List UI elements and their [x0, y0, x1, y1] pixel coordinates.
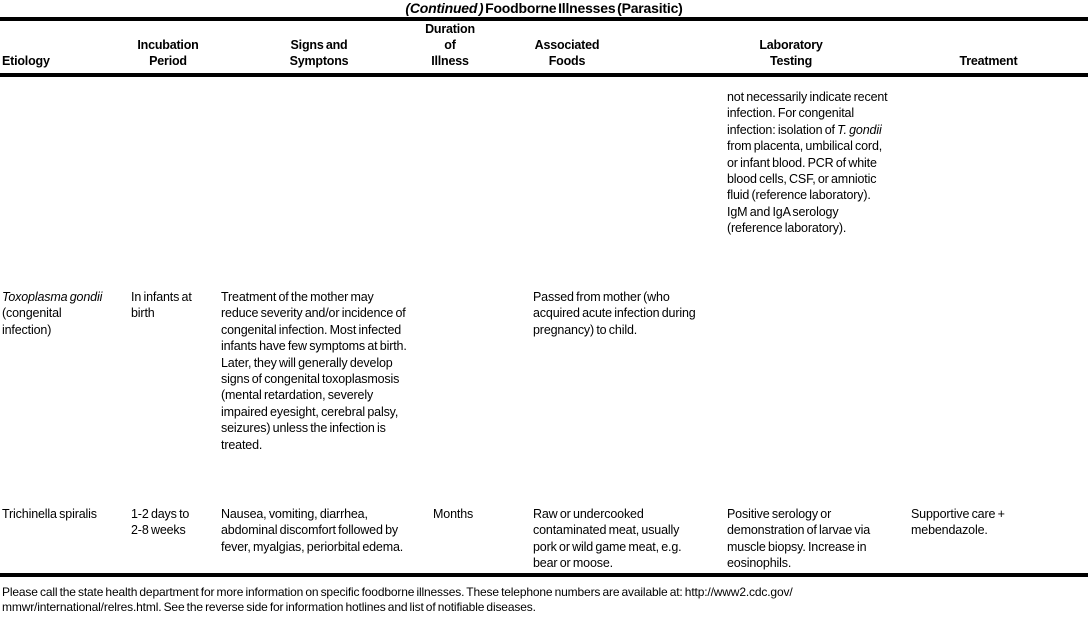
- cell-continuation-lab-testing: [719, 75, 903, 289]
- cell-continuation-treatment: [903, 75, 1088, 289]
- col-header-duration-line2: of Illness: [431, 38, 469, 68]
- footer-note-line2: mmwr/international/relres.html. See the reverse side for information hotlines and list of notifiable diseases.: [2, 600, 536, 614]
- cell-toxoplasma-incubation: In infants at birth: [131, 290, 192, 321]
- cell-continuation-etiology: [0, 75, 123, 289]
- cell-toxoplasma-signs: Treatment of the mother may reduce severity and/or incidence of congenital infection. Most infected infants have few symptoms at birth. Later, they will generally develop signs of congenital toxoplasmosis (mental retardation, severely impaired eyesight, cerebral palsy, seizures) unless the infection is treated.: [221, 290, 407, 452]
- table-row-trichinella-spiralis: [0, 506, 1088, 575]
- cell-continuation-incubation: [123, 75, 213, 289]
- table-row-toxoplasma-gondii: [0, 289, 1088, 506]
- col-header-signs-line2: Symptons: [289, 54, 349, 68]
- col-header-duration: [425, 19, 525, 75]
- col-header-incubation-period: [123, 19, 213, 75]
- col-header-duration-line1: Duration: [425, 22, 475, 36]
- col-header-signs-symptoms: [213, 19, 425, 75]
- cell-trichinella-etiology: Trichinella spiralis: [2, 507, 97, 521]
- cell-toxoplasma-etiology: [0, 289, 123, 506]
- lab-text-species-italic: T. gondii: [837, 122, 882, 137]
- cell-continuation-duration: [425, 75, 525, 289]
- cell-trichinella-incubation: 1-2 days to 2-8 weeks: [131, 507, 190, 538]
- cell-continuation-foods: [525, 75, 719, 289]
- etiology-qualifier: (congenital infection): [2, 306, 62, 337]
- cell-trichinella-duration: Months: [433, 507, 474, 521]
- page-title: [0, 0, 1088, 17]
- footer-note-line1: Please call the state health department for more information on specific foodborne illnesses. These telephone numbers are available at: http://www2.cdc.gov/: [2, 585, 793, 599]
- col-header-laboratory-testing: [719, 19, 903, 75]
- col-header-foods-line1: Associated: [534, 38, 600, 52]
- cell-toxoplasma-foods: Passed from mother (who acquired acute infection during pregnancy) to child.: [533, 290, 696, 337]
- col-header-lab-line1: Laboratory: [759, 38, 823, 52]
- col-header-incubation-line2: Period: [149, 54, 187, 68]
- cell-trichinella-treatment: Supportive care + mebendazole.: [911, 507, 1005, 538]
- col-header-treatment-line2: Treatment: [959, 54, 1018, 68]
- col-header-associated-foods: [525, 19, 719, 75]
- cell-trichinella-lab-testing: Positive serology or demonstration of larvae via muscle biopsy. Increase in eosinophils.: [727, 507, 871, 571]
- cell-continuation-signs: [213, 75, 425, 289]
- col-header-signs-line1: Signs and: [290, 38, 348, 52]
- lab-text-post: from placenta, umbilical cord, or infant blood. PCR of white blood cells, CSF, or amniotic fluid (reference laboratory). IgM and IgA serology (reference laboratory).: [727, 139, 883, 236]
- col-header-etiology-line2: Etiology: [2, 54, 50, 68]
- table-header-row: [0, 19, 1088, 75]
- col-header-treatment: [903, 19, 1088, 75]
- foodborne-illness-table: [0, 17, 1088, 577]
- title-main-label: Foodborne Illnesses (Parasitic): [483, 0, 683, 16]
- col-header-etiology: [0, 19, 123, 75]
- cell-toxoplasma-treatment: [903, 289, 1088, 506]
- col-header-lab-line2: Testing: [769, 54, 813, 68]
- cell-trichinella-foods: Raw or undercooked contaminated meat, usually pork or wild game meat, e.g. bear or moose.: [533, 507, 682, 571]
- col-header-foods-line2: Foods: [548, 54, 586, 68]
- footer-note: [0, 577, 1088, 615]
- etiology-species-italic: Toxoplasma gondii: [2, 290, 103, 304]
- title-continued-label: (Continued ): [405, 0, 484, 16]
- col-header-incubation-line1: Incubation: [137, 38, 199, 52]
- table-row-continuation: [0, 75, 1088, 289]
- cell-toxoplasma-lab-testing: [719, 289, 903, 506]
- cell-toxoplasma-duration: [425, 289, 525, 506]
- cell-trichinella-signs: Nausea, vomiting, diarrhea, abdominal discomfort followed by fever, myalgias, periorbital edema.: [221, 507, 404, 554]
- lab-text-pre: not necessarily indicate recent infection. For congenital infection: isolation of: [727, 90, 888, 137]
